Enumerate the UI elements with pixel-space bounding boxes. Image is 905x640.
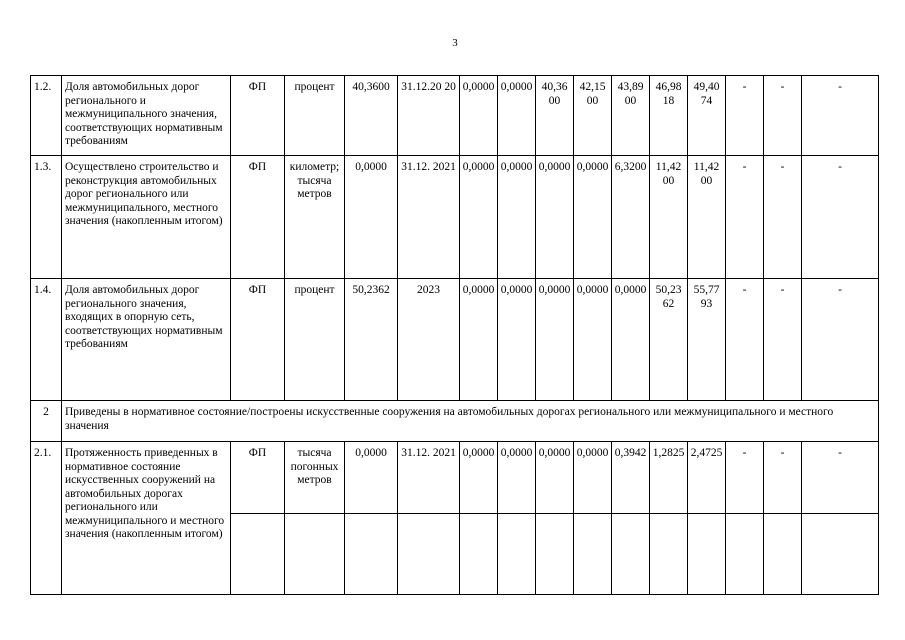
empty-cell: [231, 514, 285, 595]
dash-cell: -: [726, 442, 764, 514]
empty-cell: [650, 514, 688, 595]
indicator-name: Осуществлено строительство и реконструкция автомобильных дорог регионального или межмуниципального, местного значения (накопленным итогом): [62, 156, 231, 279]
value-cell: 1,2825: [650, 442, 688, 514]
indicator-type: ФП: [231, 279, 285, 401]
value-cell: 49,40 74: [688, 76, 726, 156]
value-cell: 0,0000: [574, 279, 612, 401]
dash-cell: -: [764, 156, 802, 279]
value-cell: 0,0000: [536, 442, 574, 514]
value-cell: 0,0000: [460, 156, 498, 279]
indicator-type: ФП: [231, 76, 285, 156]
table-row: [31, 442, 879, 514]
dash-cell: -: [726, 76, 764, 156]
value-cell: 0,0000: [536, 279, 574, 401]
row-number: 2.1.: [31, 442, 62, 595]
section-number: 2: [31, 401, 62, 442]
table-row: [31, 279, 879, 401]
value-cell: 11,42 00: [688, 156, 726, 279]
value-cell: 0,3942: [612, 442, 650, 514]
value-cell: 0,0000: [498, 442, 536, 514]
empty-cell: [688, 514, 726, 595]
empty-cell: [460, 514, 498, 595]
base-value: 0,0000: [345, 156, 398, 279]
row-number: 1.4.: [31, 279, 62, 401]
dash-cell: -: [726, 279, 764, 401]
empty-cell: [574, 514, 612, 595]
value-cell: 42,15 00: [574, 76, 612, 156]
dash-cell: -: [802, 156, 879, 279]
dash-cell: -: [802, 279, 879, 401]
page-number: 3: [452, 37, 458, 49]
base-date: 2023: [398, 279, 460, 401]
indicator-name: Доля автомобильных дорог регионального и межмуниципального значения, соответствующих нормативным требованиям: [62, 76, 231, 156]
unit: тысяча погонных метров: [285, 442, 345, 514]
unit: процент: [285, 76, 345, 156]
empty-cell: [498, 514, 536, 595]
value-cell: 0,0000: [460, 442, 498, 514]
indicator-name: Протяженность приведенных в нормативное состояние искусственных сооружений на автомобильных дорогах регионального или межмуниципального и местного значения (накопленным итогом): [62, 442, 231, 595]
row-number: 1.2.: [31, 76, 62, 156]
value-cell: 0,0000: [536, 156, 574, 279]
indicators-table: [30, 75, 879, 595]
value-cell: 0,0000: [498, 279, 536, 401]
value-cell: 0,0000: [574, 156, 612, 279]
dash-cell: -: [802, 442, 879, 514]
table-row: [31, 76, 879, 156]
indicator-type: ФП: [231, 156, 285, 279]
empty-cell: [764, 514, 802, 595]
empty-cell: [802, 514, 879, 595]
dash-cell: -: [764, 279, 802, 401]
value-cell: 6,3200: [612, 156, 650, 279]
value-cell: 46,98 18: [650, 76, 688, 156]
value-cell: 2,4725: [688, 442, 726, 514]
empty-cell: [536, 514, 574, 595]
unit: процент: [285, 279, 345, 401]
indicator-name: Доля автомобильных дорог регионального значения, входящих в опорную сеть, соответствующих нормативным требованиям: [62, 279, 231, 401]
empty-cell: [612, 514, 650, 595]
base-date: 31.12. 2021: [398, 156, 460, 279]
value-cell: 0,0000: [460, 279, 498, 401]
dash-cell: -: [764, 442, 802, 514]
empty-cell: [345, 514, 398, 595]
empty-cell: [398, 514, 460, 595]
value-cell: 55,77 93: [688, 279, 726, 401]
indicator-type: ФП: [231, 442, 285, 514]
row-number: 1.3.: [31, 156, 62, 279]
empty-cell: [726, 514, 764, 595]
base-value: 50,2362: [345, 279, 398, 401]
value-cell: 0,0000: [460, 76, 498, 156]
dash-cell: -: [726, 156, 764, 279]
base-value: 0,0000: [345, 442, 398, 514]
value-cell: 0,0000: [612, 279, 650, 401]
empty-cell: [285, 514, 345, 595]
value-cell: 0,0000: [498, 76, 536, 156]
section-row: [31, 401, 879, 442]
value-cell: 40,36 00: [536, 76, 574, 156]
section-title: Приведены в нормативное состояние/построены искусственные сооружения на автомобильных дорогах регионального или межмуниципального и местного значения: [62, 401, 879, 442]
dash-cell: -: [764, 76, 802, 156]
value-cell: 0,0000: [574, 442, 612, 514]
unit: километр; тысяча метров: [285, 156, 345, 279]
value-cell: 43,89 00: [612, 76, 650, 156]
dash-cell: -: [802, 76, 879, 156]
table-row: [31, 156, 879, 279]
base-date: 31.12.20 20: [398, 76, 460, 156]
value-cell: 0,0000: [498, 156, 536, 279]
base-date: 31.12. 2021: [398, 442, 460, 514]
value-cell: 50,23 62: [650, 279, 688, 401]
base-value: 40,3600: [345, 76, 398, 156]
value-cell: 11,42 00: [650, 156, 688, 279]
